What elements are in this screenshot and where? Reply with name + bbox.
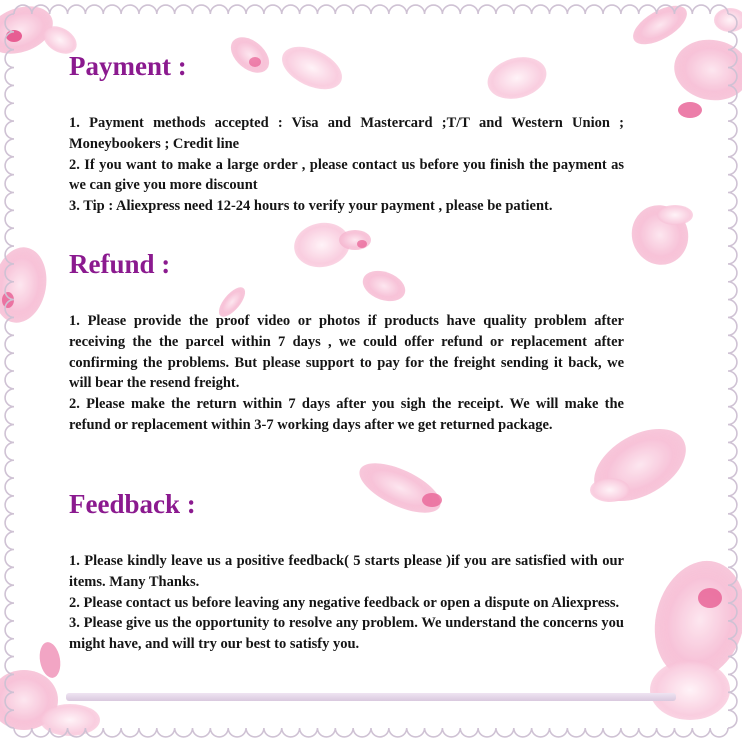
feedback-list (69, 551, 624, 655)
refund-heading: Refund : (69, 249, 171, 279)
payment-item: 1. Payment methods accepted : Visa and Mastercard ;T/T and Western Union ; Moneybookers ; Credit line (69, 115, 624, 152)
refund-list (69, 311, 624, 436)
refund-item: 1. Please provide the proof video or photos if products have quality problem after receiving the the parcel within 7 days , we could offer refund or replacement after confirming the problems. But please support to pay for the freight sending it back, we will bear the resend freight. (69, 313, 624, 392)
payment-list (69, 113, 624, 217)
feedback-heading: Feedback : (69, 489, 196, 519)
payment-item: 2. If you want to make a large order , please contact us before you finish the payment as we can give you more discount (69, 156, 624, 194)
feedback-item: 1. Please kindly leave us a positive feedback( 5 starts please )if you are satisfied with our items. Many Thanks. (69, 553, 624, 590)
payment-item: 3. Tip : Aliexpress need 12-24 hours to verify your payment , please be patient. (69, 198, 553, 215)
payment-heading: Payment : (69, 51, 187, 81)
refund-item: 2. Please make the return within 7 days after you sigh the receipt. We will make the refund or replacement within 3-7 working days after we get returned package. (69, 396, 624, 433)
feedback-item: 3. Please give us the opportunity to resolve any problem. We understand the concerns you might have, and will try our best to satisfy you. (69, 615, 624, 653)
feedback-item: 2. Please contact us before leaving any negative feedback or open a dispute on Aliexpress. (69, 594, 620, 611)
bottom-divider (66, 693, 676, 701)
